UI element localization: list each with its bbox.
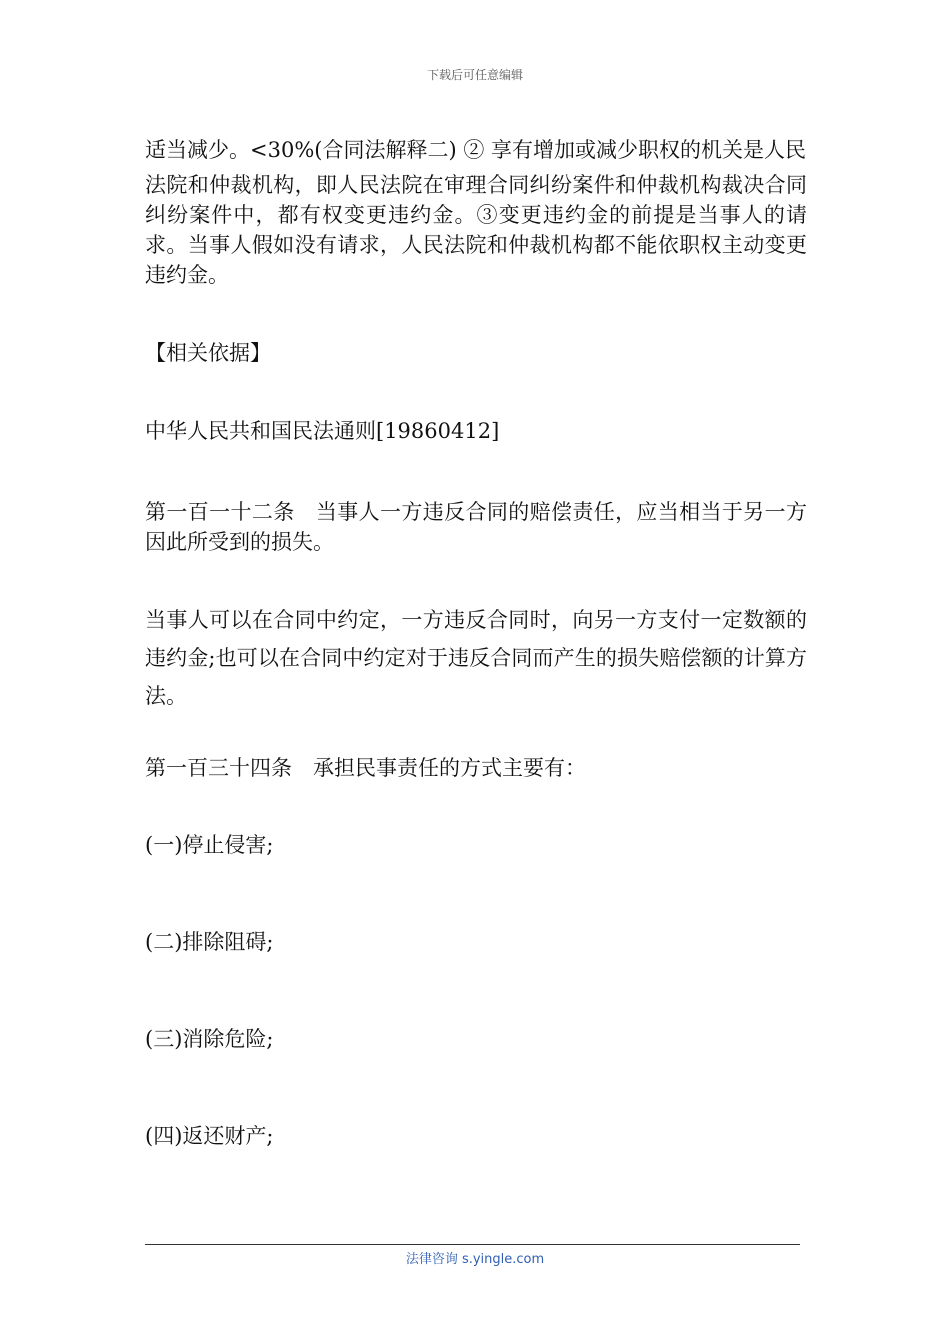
list-item: (三)消除危险;	[145, 1027, 274, 1051]
article-134: 第一百三十四条 承担民事责任的方式主要有：	[145, 756, 586, 780]
paragraph-continuation: 法院和仲裁机构，即人民法院在审理合同纠纷案件和仲裁机构裁决合同纠纷案件中，都有权变更违约金。③变更违约金的前提是当事人的请求。当事人假如没有请求，人民法院和仲裁机构都不能依职权主动变更违约金。	[145, 173, 807, 287]
related-basis-heading: 【相关依据】	[145, 341, 271, 365]
article-112-paragraph-2: 当事人可以在合同中约定，一方违反合同时，向另一方支付一定数额的违约金;也可以在合同中约定对于违反合同而产生的损失赔偿额的计算方法。	[145, 608, 807, 708]
list-item: (二)排除阻碍;	[145, 930, 274, 954]
article-112: 第一百一十二条 当事人一方违反合同的赔偿责任，应当相当于另一方因此所受到的损失。	[145, 500, 807, 554]
list-item: (一)停止侵害;	[145, 833, 274, 857]
page-footer: 法律咨询 s.yingle.com	[405, 1252, 545, 1267]
document-body	[145, 134, 807, 1151]
footer-divider	[145, 1244, 800, 1245]
page-header: 下载后可任意编辑	[426, 68, 523, 82]
law-title: 中华人民共和国民法通则[19860412]	[145, 419, 500, 443]
list-item: (四)返还财产;	[145, 1124, 274, 1148]
paragraph-first-line: 适当减少。<30%(合同法解释二) ② 享有增加或减少职权的机关是人民	[145, 138, 807, 162]
